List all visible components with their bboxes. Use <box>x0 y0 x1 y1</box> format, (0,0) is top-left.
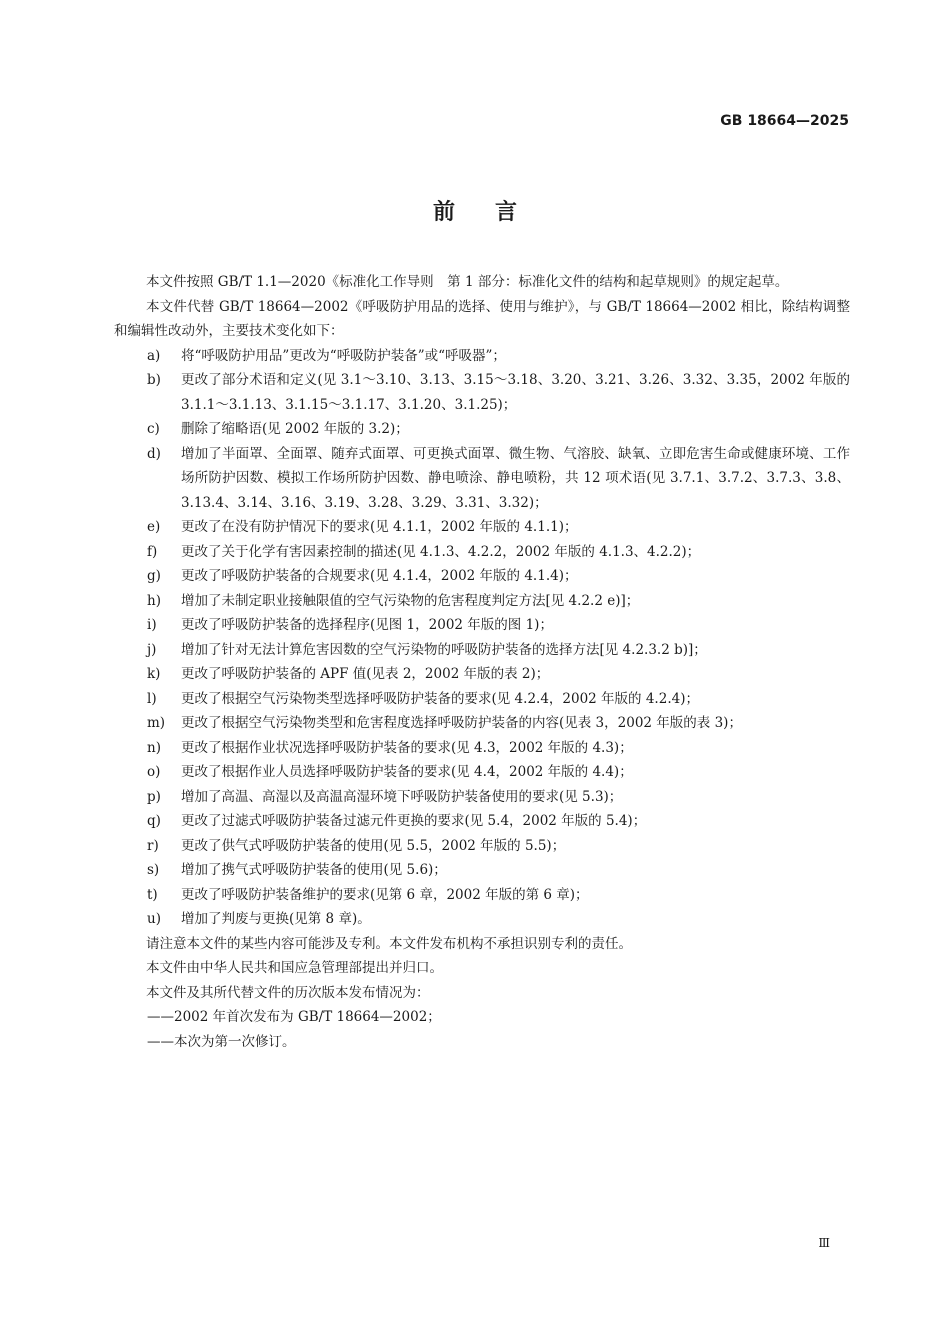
change-item <box>114 834 850 859</box>
change-item-text: 更改了在没有防护情况下的要求(见 4.1.1，2002 年版的 4.1.1)； <box>181 519 578 535</box>
change-item <box>114 368 850 417</box>
change-item-text: 增加了携气式呼吸防护装备的使用(见 5.6)； <box>181 862 447 878</box>
change-item-text: 更改了部分术语和定义(见 3.1～3.10、3.13、3.15～3.18、3.20、3.21、3.26、3.32、3.35，2002 年版的 3.1.1～3.1.13、3.1.15～3.1.17、3.1.20、3.1.25)； <box>181 372 850 413</box>
patent-notice: 请注意本文件的某些内容可能涉及专利。本文件发布机构不承担识别专利的责任。 <box>146 935 632 952</box>
change-item-text: 增加了高温、高湿以及高温高湿环境下呼吸防护装备使用的要求(见 5.3)； <box>181 788 623 805</box>
change-item-marker: k) <box>147 666 161 682</box>
change-item-marker: b) <box>147 372 161 388</box>
replacement-paragraph: 本文件代替 GB/T 18664—2002《呼吸防护用品的选择、使用与维护》，与 GB/T 18664—2002 相比，除结构调整和编辑性改动外，主要技术变化如下： <box>114 298 850 339</box>
change-item-text: 更改了根据作业状况选择呼吸防护装备的要求(见 4.3，2002 年版的 4.3)； <box>181 739 633 756</box>
change-item-marker: g) <box>147 568 161 584</box>
history-intro: 本文件及其所代替文件的历次版本发布情况为： <box>146 984 430 1001</box>
change-item-marker: p) <box>147 788 161 805</box>
change-item-text: 更改了关于化学有害因素控制的描述(见 4.1.3、4.2.2，2002 年版的 4.1.3、4.2.2)； <box>181 543 701 560</box>
change-item-marker: l) <box>147 690 157 707</box>
change-item-marker: d) <box>147 445 161 462</box>
history-item: ——2002 年首次发布为 GB/T 18664—2002； <box>147 1009 441 1025</box>
change-item <box>114 809 850 834</box>
page-title: 前言 <box>432 200 557 225</box>
change-item-text: 更改了呼吸防护装备的 APF 值(见表 2，2002 年版的表 2)； <box>181 666 550 682</box>
change-item <box>114 662 850 687</box>
change-item <box>114 711 850 736</box>
change-item-text: 更改了呼吸防护装备的选择程序(见图 1，2002 年版的图 1)； <box>181 617 553 633</box>
change-item-marker: o) <box>147 764 161 780</box>
change-item-text: 将“呼吸防护用品”更改为“呼吸防护装备”或“呼吸器”； <box>181 347 506 364</box>
change-item-text: 更改了供气式呼吸防护装备的使用(见 5.5，2002 年版的 5.5)； <box>181 837 566 854</box>
change-item-marker: s) <box>147 862 160 878</box>
page-number: Ⅲ <box>818 1236 830 1250</box>
change-item-marker: h) <box>147 592 161 609</box>
change-item-marker: e) <box>147 519 161 535</box>
change-item-marker: m) <box>147 715 166 731</box>
change-item-text: 更改了根据空气污染物类型选择呼吸防护装备的要求(见 4.2.4，2002 年版的 4.2.4)； <box>181 690 699 707</box>
change-item-text: 增加了判废与更换(见第 8 章)。 <box>181 911 371 927</box>
change-item-text: 增加了针对无法计算危害因数的空气污染物的呼吸防护装备的选择方法[见 4.2.3.2 b)]； <box>181 641 707 658</box>
change-item <box>114 638 850 663</box>
foreword-body <box>114 270 850 1054</box>
history-item: ——本次为第一次修订。 <box>147 1033 296 1050</box>
change-item <box>114 736 850 761</box>
change-item <box>114 344 850 369</box>
change-item <box>114 417 850 442</box>
change-item-marker: r) <box>147 837 159 854</box>
change-item-marker: a) <box>147 347 161 364</box>
change-item-marker: n) <box>147 739 161 756</box>
change-item <box>114 785 850 810</box>
change-item <box>114 760 850 785</box>
change-item-text: 删除了缩略语(见 2002 年版的 3.2)； <box>181 421 409 437</box>
change-item-text: 增加了未制定职业接触限值的空气污染物的危害程度判定方法[见 4.2.2 e)]； <box>181 592 640 609</box>
change-item-text: 更改了根据空气污染物类型和危害程度选择呼吸防护装备的内容(见表 3，2002 年版的表 3)； <box>181 715 742 731</box>
change-item-marker: f) <box>147 543 158 560</box>
change-item-marker: c) <box>147 421 160 437</box>
document-code-header: GB 18664—2025 <box>720 113 849 129</box>
intro-paragraph: 本文件按照 GB/T 1.1—2020《标准化工作导则 第 1 部分：标准化文件的结构和起草规则》的规定起草。 <box>146 274 789 290</box>
change-item <box>114 613 850 638</box>
change-item-text: 更改了过滤式呼吸防护装备过滤元件更换的要求(见 5.4，2002 年版的 5.4)； <box>181 813 647 829</box>
change-item <box>114 883 850 908</box>
changes-list <box>114 344 850 932</box>
change-item <box>114 589 850 614</box>
proposer-statement: 本文件由中华人民共和国应急管理部提出并归口。 <box>146 960 443 976</box>
change-item <box>114 858 850 883</box>
change-item <box>114 442 850 516</box>
change-item <box>114 687 850 712</box>
change-item-marker: q) <box>147 813 161 829</box>
change-item-text: 更改了呼吸防护装备维护的要求(见第 6 章，2002 年版的第 6 章)； <box>181 886 589 903</box>
change-item-text: 更改了呼吸防护装备的合规要求(见 4.1.4，2002 年版的 4.1.4)； <box>181 568 578 584</box>
change-item-marker: t) <box>147 886 158 903</box>
change-item-marker: i) <box>147 617 157 633</box>
change-item <box>114 540 850 565</box>
change-item <box>114 515 850 540</box>
change-item-marker: j) <box>147 641 157 658</box>
change-item <box>114 907 850 932</box>
change-item-text: 更改了根据作业人员选择呼吸防护装备的要求(见 4.4，2002 年版的 4.4)； <box>181 764 633 780</box>
change-item-marker: u) <box>147 911 161 927</box>
change-item <box>114 564 850 589</box>
change-item-text: 增加了半面罩、全面罩、随弃式面罩、可更换式面罩、微生物、气溶胶、缺氧、立即危害生命或健康环境、工作场所防护因数、模拟工作场所防护因数、静电喷涂、静电喷粉，共 12 项术语(见 3.7.1、3.7.2、3.7.3、3.8、3.13.4、3.14、3.16、3.19、3.28、3.29、3.31、3.32)； <box>181 445 850 511</box>
